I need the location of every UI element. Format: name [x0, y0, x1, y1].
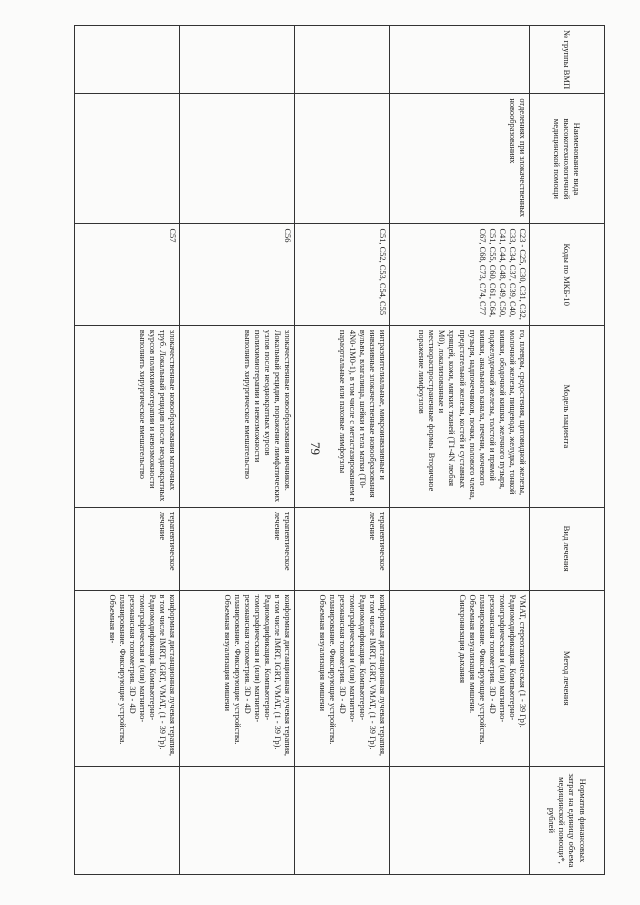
header-patient-model: Модель пациента: [530, 325, 605, 507]
table-row: [390, 26, 530, 875]
cell-treatment: терапевтическое лечение: [295, 507, 390, 590]
cell-name: [180, 94, 295, 224]
cell-treatment: терапевтическое лечение: [75, 507, 180, 590]
header-codes: Коды по МКБ-10: [530, 224, 605, 325]
cell-method: конформная дистанционная лучевая терапия, в том числе IMRT, IGRT, VMAT, (1 - 39 Гр). Радиомодификация. Компьютерно-томографическая и (или) магнитно-резонансная топометрия. 3D - 4D планирование. Фиксирующие устройства. Объемная визуализация мишени: [180, 590, 295, 766]
table-row: [75, 26, 180, 875]
cell-group: [75, 26, 180, 94]
cell-patient: злокачественные новообразования маточных труб. Локальный рецидив после неоднократных курсов полихимиотерапии и невозможности выполнить хирургическое вмешательство: [75, 325, 180, 507]
cell-method: VMAT, стереотаксическая (1 - 39 Гр). Радиомодификация. Компьютерно-томографическая и (или) магнитно-резонансная топометрия. 3D - 4D планирование. Фиксирующие устройства. Объемная визуализация мишени. Синхронизация дыхания: [390, 590, 530, 766]
cell-treatment: терапевтическое лечение: [180, 507, 295, 590]
cell-norm: [75, 766, 180, 874]
header-treatment-method: Метод лечения: [530, 590, 605, 766]
cell-codes: C23 - C25, C30, C31, C32, C33, C34, C37, C39, C40, C41, C44, C48, C49, C50, C51, C55, C60, C61, C64, C67, C68, C73, C74, C77: [390, 224, 530, 325]
header-treatment-type: Вид лечения: [530, 507, 605, 590]
cell-name: [295, 94, 390, 224]
cell-group: [180, 26, 295, 94]
cell-patient: го, плевры, средостения, щитовидной железы, молочной железы, пищевода, желудка, тонкой кишки, ободочной кишки, желчного пузыря, поджелудочной железы, толстой и прямой кишки, анального канала, печени, мочевого пузыря, надпочечников, почки, полового члена, предстательной железы, костей и суставных хрящей, кожи, мягких тканей (T1-4N любая M0), локализованные и местнораспространенные формы. Вторичное поражение лимфоузлов: [390, 325, 530, 507]
cell-norm: [390, 766, 530, 874]
header-name: Наименование вида высокотехнологичной медицинской помощи: [530, 94, 605, 224]
cell-name: отделениях при злокачественных новообразованиях: [390, 94, 530, 224]
table-header-row: [530, 26, 605, 875]
cell-treatment: [390, 507, 530, 590]
cell-patient: злокачественные новообразования яичников. Локальный рецидив, поражение лимфатических узлов после неоднократных курсов полихимиотерапии и невозможности выполнить хирургическое вмешательство: [180, 325, 295, 507]
rotated-table-container: [25, 25, 605, 875]
cell-norm: [180, 766, 295, 874]
cell-patient: интраэпителиальные, микроинвазивные и инвазивные злокачественные новообразования вульвы, влагалища, шейки и тела матки (T0-4N0-1M0-1), в том числе с метастазированием в параортальные или паховые лимфоузлы: [295, 325, 390, 507]
header-norm: Норматив финансовых затрат на единицу объема медицинской помощи*, рублей: [530, 766, 605, 874]
header-group: № группы ВМП: [530, 26, 605, 94]
cell-method: конформная дистанционная лучевая терапия, в том числе IMRT, IGRT, VMAT, (1 - 39 Гр). Радиомодификация. Компьютерно-томографическая и (или) магнитно-резонансная топометрия. 3D - 4D планирование. Фиксирующие устройства. Объемная визуализация мишени: [295, 590, 390, 766]
cell-name: [75, 94, 180, 224]
page-number: 79: [308, 442, 323, 455]
cell-group: [390, 26, 530, 94]
cell-method: конформная дистанционная лучевая терапия, в том числе IMRT, IGRT, VMAT, (1 - 39 Гр). Радиомодификация. Компьютерно-томографическая и (или) магнитно-резонансная топометрия. 3D - 4D планирование. Фиксирующие устройства. Объемная ви-: [75, 590, 180, 766]
table-row: [180, 26, 295, 875]
table-row: [295, 26, 390, 875]
cell-codes: C57: [75, 224, 180, 325]
cell-group: [295, 26, 390, 94]
cell-codes: C51, C52, C53, C54, C55: [295, 224, 390, 325]
cell-norm: [295, 766, 390, 874]
cell-codes: C56: [180, 224, 295, 325]
vmp-table: [74, 25, 605, 875]
